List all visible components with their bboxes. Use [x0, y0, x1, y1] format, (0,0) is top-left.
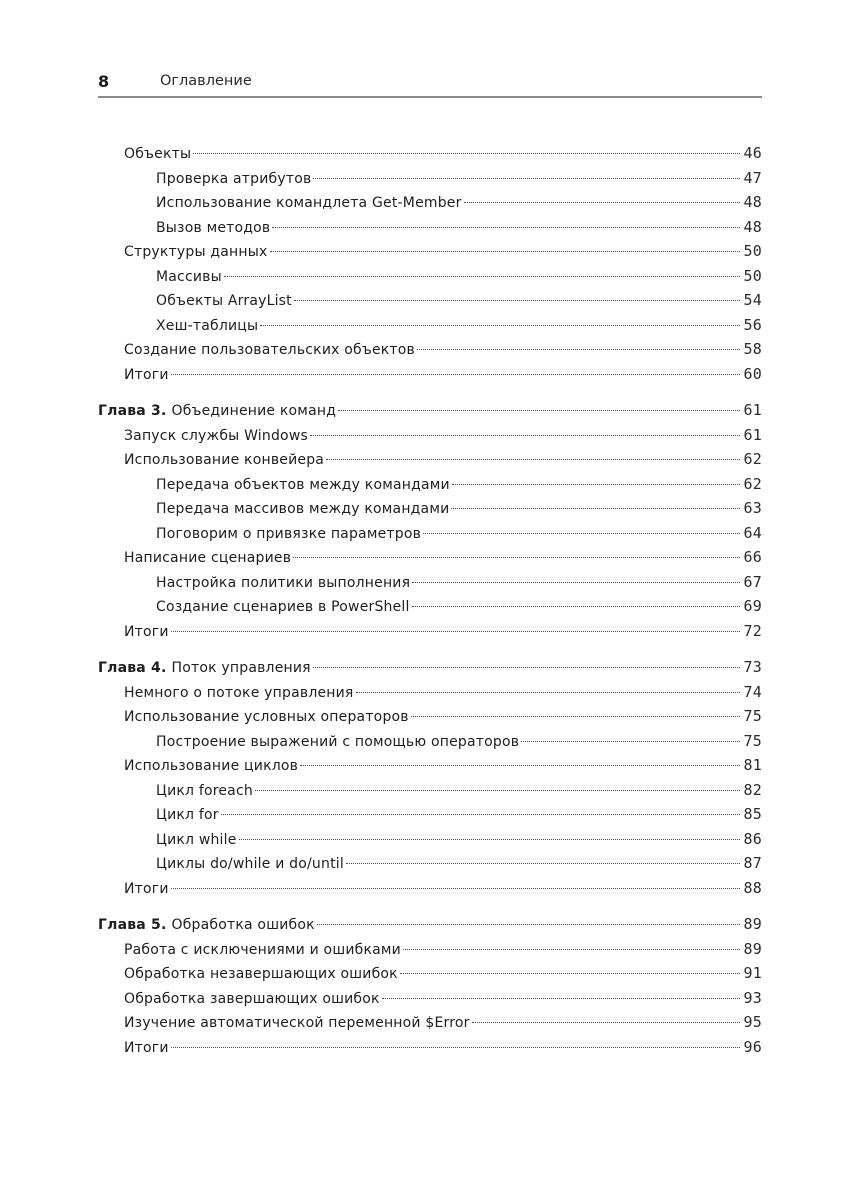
dot-leader	[239, 839, 740, 840]
toc-entry[interactable]	[98, 827, 762, 852]
toc-entry-title: Написание сценариев	[124, 550, 292, 566]
chapter-label: Глава 4.	[98, 660, 167, 676]
dot-leader	[423, 533, 740, 534]
toc-entry-title: Цикл for	[156, 807, 219, 823]
dot-leader	[272, 227, 740, 228]
toc-entry-title: Проверка атрибутов	[156, 170, 312, 187]
toc-entry-page: 46	[743, 144, 762, 162]
dot-leader	[412, 606, 740, 607]
dot-leader	[221, 814, 740, 815]
toc-entry-title: Работа с исключениями и ошибками	[124, 941, 401, 958]
toc-entry-title: Использование конвейера	[124, 452, 325, 468]
toc-entry[interactable]	[98, 619, 762, 644]
dot-leader	[171, 888, 740, 889]
toc-entry-title: Создание сценариев в PowerShell	[156, 599, 410, 615]
running-title: Оглавление	[160, 73, 252, 89]
toc-entry[interactable]	[98, 753, 762, 778]
chapter-title: Обработка ошибок	[171, 917, 315, 933]
dot-leader	[346, 863, 740, 864]
dot-leader	[400, 973, 740, 974]
toc-entry-title: Поговорим о привязке параметров	[156, 525, 422, 542]
toc-entry-page: 72	[743, 621, 762, 640]
toc-entry[interactable]	[98, 190, 762, 215]
dot-leader	[451, 508, 740, 509]
toc-entry-page: 66	[743, 548, 762, 566]
toc-entry-page: 75	[743, 707, 762, 725]
toc-chapter-heading[interactable]	[98, 912, 762, 937]
toc-chapter-5	[98, 912, 762, 1059]
toc-entry[interactable]	[98, 937, 762, 962]
dot-leader	[412, 582, 740, 583]
toc-entry-title: Немного о потоке управления	[124, 684, 354, 701]
toc-entry-page: 75	[743, 731, 762, 750]
toc-entry-page: 69	[743, 597, 762, 615]
toc-entry-page: 61	[743, 425, 762, 444]
toc-entry-page: 56	[743, 315, 762, 334]
toc-entry[interactable]	[98, 545, 762, 570]
toc-entry-title: Настройка политики выполнения	[156, 574, 411, 591]
toc-entry-title: Хеш-таблицы	[156, 317, 259, 334]
dot-leader	[338, 410, 740, 411]
toc-entry-page: 93	[743, 988, 762, 1007]
toc-entry[interactable]	[98, 362, 762, 387]
table-of-contents	[98, 141, 762, 1059]
toc-entry-title: Объекты ArrayList	[156, 293, 292, 309]
toc-entry-title: Использование циклов	[124, 758, 299, 774]
chapter-label: Глава 3.	[98, 403, 167, 419]
toc-chapter-heading[interactable]	[98, 398, 762, 423]
dot-leader	[452, 484, 740, 485]
dot-leader	[171, 374, 740, 375]
toc-entry-page: 82	[743, 780, 762, 799]
dot-leader	[171, 631, 740, 632]
toc-entry-page: 73	[743, 658, 762, 676]
toc-entry-title: Итоги	[124, 1039, 169, 1056]
toc-entry[interactable]	[98, 423, 762, 448]
chapter-label: Глава 5.	[98, 917, 167, 933]
toc-entry-page: 87	[743, 854, 762, 872]
toc-entry-page: 48	[743, 193, 762, 211]
dot-leader	[417, 349, 740, 350]
toc-entry[interactable]	[98, 215, 762, 240]
toc-entry[interactable]	[98, 778, 762, 803]
toc-entry[interactable]	[98, 521, 762, 546]
toc-entry[interactable]	[98, 337, 762, 362]
dot-leader	[294, 300, 740, 301]
toc-entry[interactable]	[98, 239, 762, 264]
page-header	[98, 72, 762, 98]
dot-leader	[326, 459, 740, 460]
dot-leader	[521, 741, 740, 742]
toc-entry-page: 50	[743, 266, 762, 285]
dot-leader	[224, 276, 740, 277]
toc-entry-page: 86	[743, 829, 762, 848]
toc-entry-page: 81	[743, 756, 762, 774]
toc-entry-title: Построение выражений с помощью операторов	[156, 733, 520, 750]
toc-chapter-4	[98, 655, 762, 900]
toc-entry[interactable]	[98, 986, 762, 1011]
toc-entry-page: 64	[743, 523, 762, 542]
page-number: 8	[98, 72, 110, 91]
toc-entry-title: Использование командлета Get-Member	[156, 195, 462, 211]
toc-entry[interactable]	[98, 496, 762, 521]
toc-entry-title: Массивы	[156, 268, 222, 285]
toc-entry-page: 89	[743, 939, 762, 958]
dot-leader	[382, 998, 740, 999]
toc-entry[interactable]	[98, 729, 762, 754]
toc-entry[interactable]	[98, 594, 762, 619]
toc-entry-page: 62	[743, 450, 762, 468]
toc-entry-page: 48	[743, 217, 762, 236]
toc-entry[interactable]	[98, 680, 762, 705]
chapter-title: Объединение команд	[171, 403, 337, 419]
dot-leader	[310, 435, 740, 436]
toc-chapter-3	[98, 398, 762, 643]
toc-entry-title: Обработка незавершающих ошибок	[124, 966, 398, 982]
dot-leader	[472, 1022, 740, 1023]
dot-leader	[270, 251, 741, 252]
toc-entry-page: 96	[743, 1037, 762, 1056]
dot-leader	[356, 692, 740, 693]
dot-leader	[411, 716, 740, 717]
dot-leader	[260, 325, 740, 326]
dot-leader	[193, 153, 740, 154]
toc-entry[interactable]	[98, 288, 762, 313]
toc-chapter-heading[interactable]	[98, 655, 762, 680]
toc-entry-title: Создание пользовательских объектов	[124, 342, 416, 358]
dot-leader	[464, 202, 740, 203]
toc-entry-title: Запуск службы Windows	[124, 427, 308, 444]
toc-entry[interactable]	[98, 472, 762, 497]
dot-leader	[317, 924, 740, 925]
toc-entry-title: Объекты	[124, 146, 192, 162]
toc-entry[interactable]	[98, 961, 762, 986]
toc-section-continued	[98, 141, 762, 386]
toc-entry[interactable]	[98, 704, 762, 729]
toc-entry[interactable]	[98, 876, 762, 901]
toc-entry[interactable]	[98, 264, 762, 289]
toc-entry[interactable]	[98, 851, 762, 876]
toc-entry-page: 91	[743, 964, 762, 982]
chapter-title: Поток управления	[171, 660, 311, 676]
dot-leader	[300, 765, 740, 766]
toc-entry-title: Итоги	[124, 880, 169, 897]
toc-entry-page: 74	[743, 682, 762, 701]
toc-entry-page: 67	[743, 572, 762, 591]
dot-leader	[255, 790, 740, 791]
toc-entry-page: 50	[743, 242, 762, 260]
toc-entry-title: Обработка завершающих ошибок	[124, 990, 380, 1007]
toc-entry-page: 60	[743, 364, 762, 383]
toc-entry[interactable]	[98, 570, 762, 595]
dot-leader	[171, 1047, 740, 1048]
toc-entry-title: Итоги	[124, 366, 169, 383]
dot-leader	[313, 178, 740, 179]
toc-entry-page: 47	[743, 168, 762, 187]
toc-entry-title: Циклы do/while и do/until	[156, 856, 344, 872]
toc-entry-title: Использование условных операторов	[124, 709, 409, 725]
toc-entry[interactable]	[98, 1035, 762, 1060]
dot-leader	[403, 949, 740, 950]
toc-entry-page: 88	[743, 878, 762, 897]
dot-leader	[293, 557, 740, 558]
toc-entry-page: 95	[743, 1013, 762, 1031]
toc-entry[interactable]	[98, 802, 762, 827]
toc-entry-page: 54	[743, 291, 762, 309]
toc-entry-title: Изучение автоматической переменной $Error	[124, 1015, 470, 1031]
toc-entry-page: 58	[743, 340, 762, 358]
toc-entry[interactable]	[98, 1010, 762, 1035]
toc-entry-page: 85	[743, 805, 762, 823]
toc-entry-title: Передача массивов между командами	[156, 501, 450, 517]
toc-entry-title: Структуры данных	[124, 244, 268, 260]
toc-entry-title: Итоги	[124, 623, 169, 640]
toc-entry-page: 62	[743, 474, 762, 493]
toc-entry-page: 63	[743, 499, 762, 517]
toc-entry[interactable]	[98, 166, 762, 191]
toc-entry-title: Вызов методов	[156, 219, 271, 236]
toc-entry-title: Цикл while	[156, 831, 237, 848]
dot-leader	[313, 667, 740, 668]
toc-entry-page: 89	[743, 915, 762, 933]
toc-entry[interactable]	[98, 447, 762, 472]
toc-entry-title: Передача объектов между командами	[156, 476, 450, 493]
toc-entry-title: Цикл foreach	[156, 782, 253, 799]
toc-entry-page: 61	[743, 401, 762, 419]
toc-entry[interactable]	[98, 141, 762, 166]
toc-entry[interactable]	[98, 313, 762, 338]
